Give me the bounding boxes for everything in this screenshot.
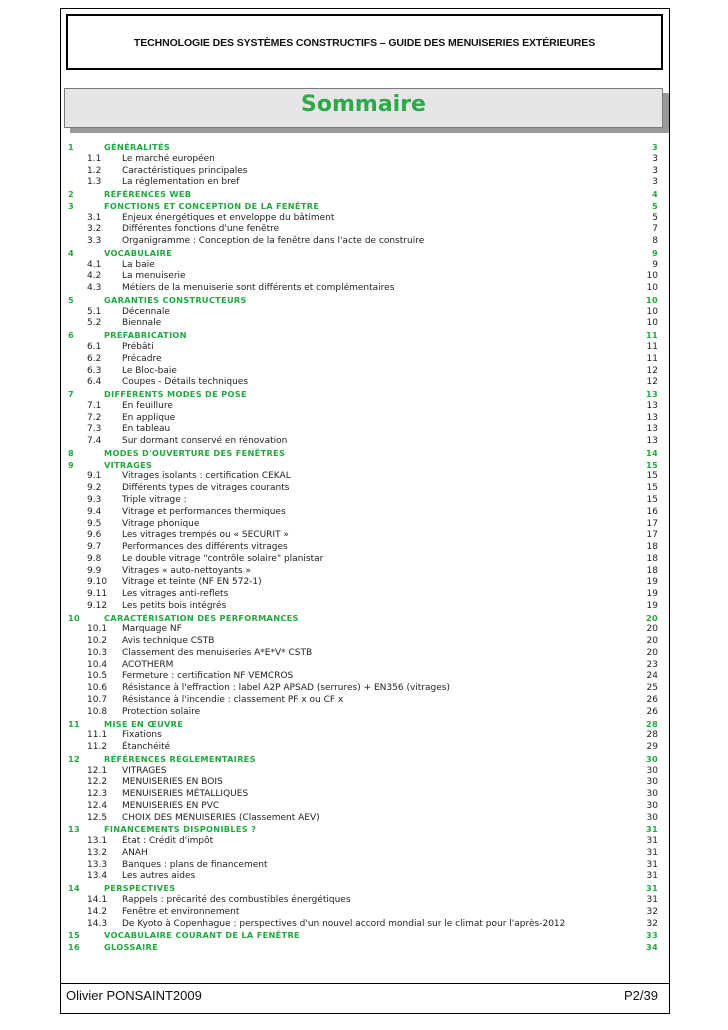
- toc-entry-number: 9.8: [87, 553, 102, 564]
- toc-entry-number: 9.3: [87, 494, 102, 505]
- toc-entry-title: VOCABULAIRE: [104, 247, 173, 258]
- toc-entry-number: 1.1: [87, 153, 102, 164]
- toc-entry-title: Enjeux énergétiques et enveloppe du bâtiment: [122, 212, 335, 223]
- toc-entry-number: 16: [68, 942, 80, 953]
- toc-entry-number: 11.1: [87, 730, 108, 741]
- toc-entry-number: 14.2: [87, 906, 108, 917]
- toc-entry-page: 24: [646, 671, 658, 682]
- toc-subsection[interactable]: [0, 260, 728, 272]
- toc-entry-number: 10.1: [87, 624, 108, 635]
- toc-entry-number: 12.4: [87, 800, 108, 811]
- toc-entry-title: Rappels : précarité des combustibles énergétiques: [122, 895, 351, 905]
- toc-subsection[interactable]: [0, 742, 728, 754]
- toc-entry-page: 33: [646, 930, 658, 941]
- toc-entry-page: 13: [646, 389, 658, 400]
- toc-entry-title: Décennale: [122, 306, 170, 317]
- toc-entry-number: 12: [68, 753, 80, 764]
- toc-entry-page: 15: [646, 494, 658, 505]
- toc-entry-number: 7: [68, 389, 74, 400]
- toc-entry-title: Banques : plans de financement: [122, 859, 268, 870]
- toc-subsection[interactable]: [0, 507, 728, 519]
- toc-subsection[interactable]: [0, 836, 728, 848]
- toc-entry-title: RÉFÉRENCES WEB: [104, 189, 192, 200]
- toc-entry-title: MENUISERIES MÉTALLIQUES: [122, 789, 249, 800]
- toc-entry-title: La réglementation en bref: [122, 177, 240, 188]
- toc-entry-number: 10.4: [87, 659, 108, 670]
- toc-subsection[interactable]: [0, 589, 728, 601]
- toc-subsection[interactable]: [0, 566, 728, 578]
- toc-entry-title: Étanchéité: [122, 742, 171, 753]
- toc-subsection[interactable]: [0, 624, 728, 636]
- toc-subsection[interactable]: [0, 377, 728, 389]
- toc-entry-number: 7.4: [87, 436, 102, 447]
- toc-entry-page: 5: [652, 212, 658, 223]
- toc-subsection[interactable]: [0, 471, 728, 483]
- toc-entry-page: 13: [646, 424, 658, 435]
- toc-entry-number: 1.2: [87, 165, 102, 176]
- toc-entry-title: VITRAGES: [122, 765, 167, 776]
- toc-entry-title: Marquage NF: [122, 624, 182, 635]
- toc-entry-number: 12.1: [87, 765, 108, 776]
- toc-entry-page: 20: [646, 647, 658, 658]
- toc-entry-page: 13: [646, 436, 658, 447]
- toc-entry-page: 23: [646, 659, 658, 670]
- toc-entry-number: 9.7: [87, 542, 102, 553]
- toc-subsection[interactable]: [0, 648, 728, 660]
- toc-entry-page: 26: [646, 706, 658, 717]
- toc-entry-page: 32: [646, 906, 658, 917]
- toc-entry-title: Vitrage et teinte (NF EN 572-1): [122, 577, 262, 588]
- toc-entry-title: Prébâti: [122, 342, 154, 353]
- toc-entry-number: 4: [68, 247, 74, 258]
- toc-entry-page: 30: [646, 753, 658, 764]
- toc-entry-number: 13.2: [87, 847, 108, 858]
- toc-entry-page: 3: [652, 177, 658, 188]
- toc-entry-page: 25: [646, 683, 658, 694]
- toc-entry-number: 10.5: [87, 671, 108, 682]
- toc-section[interactable]: [0, 460, 728, 472]
- toc-entry-page: 19: [646, 589, 658, 600]
- toc-entry-title: Protection solaire: [122, 706, 201, 717]
- toc-entry-title: Caractéristiques principales: [122, 165, 248, 176]
- toc-entry-title: Le marché européen: [122, 153, 215, 164]
- toc-entry-title: Triple vitrage :: [122, 494, 187, 505]
- toc-entry-page: 30: [646, 789, 658, 800]
- toc-entry-number: 13.3: [87, 859, 108, 870]
- toc-entry-number: 3: [68, 200, 74, 211]
- toc-entry-title: Les petits bois intégrés: [122, 600, 227, 611]
- toc-entry-number: 5: [68, 294, 74, 305]
- toc-entry-page: 11: [646, 353, 658, 364]
- toc-subsection[interactable]: [0, 342, 728, 354]
- toc-section[interactable]: [0, 613, 728, 625]
- toc-entry-title: Coupes - Détails techniques: [122, 377, 249, 388]
- table-of-contents: [0, 142, 728, 954]
- toc-entry-title: Vitrages isolants : certification CEKAL: [122, 471, 291, 482]
- toc-entry-page: 8: [652, 236, 658, 247]
- toc-entry-number: 11.2: [87, 742, 108, 753]
- toc-subsection[interactable]: [0, 271, 728, 283]
- toc-section[interactable]: [0, 330, 728, 342]
- toc-entry-page: 3: [652, 165, 658, 176]
- toc-subsection[interactable]: [0, 895, 728, 907]
- toc-subsection[interactable]: [0, 283, 728, 295]
- toc-entry-page: 17: [646, 518, 658, 529]
- toc-entry-title: En feuillure: [122, 400, 173, 411]
- toc-subsection[interactable]: [0, 307, 728, 319]
- toc-subsection[interactable]: [0, 495, 728, 507]
- toc-entry-number: 9.10: [87, 577, 108, 588]
- toc-subsection[interactable]: [0, 636, 728, 648]
- toc-entry-number: 3.1: [87, 212, 102, 223]
- toc-entry-title: Fenêtre et environnement: [122, 906, 240, 917]
- toc-entry-page: 30: [646, 765, 658, 776]
- toc-entry-number: 3.3: [87, 236, 102, 247]
- toc-entry-page: 20: [646, 612, 658, 623]
- toc-entry-page: 30: [646, 777, 658, 788]
- toc-entry-number: 1: [68, 142, 74, 152]
- toc-entry-title: Classement des menuiseries A*E*V* CSTB: [122, 647, 313, 658]
- toc-subsection[interactable]: [0, 707, 728, 719]
- toc-entry-page: 10: [646, 283, 658, 294]
- toc-entry-title: CHOIX DES MENUISERIES (Classement AEV): [122, 812, 320, 823]
- toc-section[interactable]: [0, 142, 728, 154]
- toc-entry-page: 7: [652, 224, 658, 235]
- toc-section[interactable]: [0, 883, 728, 895]
- toc-entry-page: 31: [646, 824, 658, 835]
- toc-section[interactable]: [0, 389, 728, 401]
- toc-subsection[interactable]: [0, 166, 728, 178]
- toc-entry-page: 20: [646, 624, 658, 635]
- toc-subsection[interactable]: [0, 424, 728, 436]
- toc-entry-title: Les vitrages anti-reflets: [122, 589, 229, 600]
- toc-entry-page: 9: [652, 247, 658, 258]
- toc-entry-number: 2: [68, 189, 74, 200]
- toc-entry-page: 32: [646, 918, 658, 929]
- toc-entry-page: 13: [646, 400, 658, 411]
- toc-entry-title: Sur dormant conservé en rénovation: [122, 436, 288, 447]
- toc-entry-title: Vitrage et performances thermiques: [122, 506, 286, 517]
- toc-entry-page: 31: [646, 836, 658, 847]
- toc-subsection[interactable]: [0, 789, 728, 801]
- toc-subsection[interactable]: [0, 813, 728, 825]
- toc-entry-page: 15: [646, 471, 658, 482]
- toc-entry-number: 11: [68, 718, 80, 729]
- toc-entry-number: 10.7: [87, 694, 108, 705]
- toc-subsection[interactable]: [0, 801, 728, 813]
- toc-entry-page: 26: [646, 694, 658, 705]
- toc-subsection[interactable]: [0, 671, 728, 683]
- toc-entry-title: La baie: [122, 259, 155, 270]
- toc-entry-page: 3: [652, 153, 658, 164]
- toc-entry-title: RÉFÉRENCES RÉGLEMENTAIRES: [104, 753, 256, 764]
- toc-entry-title: VOCABULAIRE COURANT DE LA FENÊTRE: [104, 930, 300, 941]
- toc-entry-number: 13.4: [87, 871, 108, 882]
- toc-entry-number: 5.2: [87, 318, 102, 329]
- toc-entry-number: 8: [68, 447, 74, 458]
- toc-entry-page: 19: [646, 600, 658, 611]
- sommaire-title: Sommaire: [301, 92, 426, 117]
- toc-subsection[interactable]: [0, 542, 728, 554]
- toc-entry-page: 15: [646, 459, 658, 470]
- toc-entry-number: 10.2: [87, 636, 108, 647]
- toc-entry-page: 30: [646, 812, 658, 823]
- toc-subsection[interactable]: [0, 236, 728, 248]
- toc-entry-page: 28: [646, 730, 658, 741]
- toc-section[interactable]: [0, 201, 728, 213]
- toc-entry-page: 31: [646, 871, 658, 882]
- toc-entry-page: 9: [652, 259, 658, 270]
- toc-entry-title: En applique: [122, 412, 176, 423]
- toc-entry-page: 17: [646, 530, 658, 541]
- toc-subsection[interactable]: [0, 848, 728, 860]
- toc-entry-page: 10: [646, 318, 658, 329]
- toc-section[interactable]: [0, 824, 728, 836]
- toc-entry-number: 13: [68, 824, 80, 835]
- toc-entry-title: Les autres aides: [122, 871, 196, 882]
- toc-entry-page: 10: [646, 271, 658, 282]
- toc-entry-number: 12.5: [87, 812, 108, 823]
- toc-entry-page: 12: [646, 365, 658, 376]
- toc-entry-page: 5: [652, 200, 658, 211]
- toc-entry-number: 10.8: [87, 706, 108, 717]
- toc-section[interactable]: [0, 448, 728, 460]
- toc-entry-title: GARANTIES CONSTRUCTEURS: [104, 294, 247, 305]
- toc-entry-title: État : Crédit d'impôt: [122, 836, 214, 847]
- toc-entry-number: 9.12: [87, 600, 108, 611]
- toc-subsection[interactable]: [0, 860, 728, 872]
- toc-entry-page: 12: [646, 377, 658, 388]
- toc-entry-number: 7.1: [87, 400, 102, 411]
- toc-entry-title: GÉNÉRALITÉS: [104, 142, 171, 152]
- toc-subsection[interactable]: [0, 871, 728, 883]
- toc-subsection[interactable]: [0, 213, 728, 225]
- toc-entry-number: 9.11: [87, 589, 108, 600]
- toc-entry-number: 14.1: [87, 895, 108, 905]
- toc-entry-title: MODES D'OUVERTURE DES FENÊTRES: [104, 447, 286, 458]
- toc-subsection[interactable]: [0, 354, 728, 366]
- toc-entry-number: 9.6: [87, 530, 102, 541]
- toc-entry-page: 15: [646, 483, 658, 494]
- toc-entry-page: 10: [646, 306, 658, 317]
- toc-entry-title: Vitrage phonique: [122, 518, 200, 529]
- toc-entry-title: Fixations: [122, 730, 162, 741]
- footer-divider: [60, 983, 670, 984]
- toc-subsection[interactable]: [0, 224, 728, 236]
- toc-entry-page: 28: [646, 718, 658, 729]
- toc-entry-number: 4.3: [87, 283, 102, 294]
- toc-entry-title: En tableau: [122, 424, 171, 435]
- toc-entry-number: 7.3: [87, 424, 102, 435]
- toc-entry-title: FONCTIONS ET CONCEPTION DE LA FENÊTRE: [104, 200, 320, 211]
- toc-entry-page: 19: [646, 577, 658, 588]
- toc-entry-number: 4.2: [87, 271, 102, 282]
- toc-entry-title: De Kyoto à Copenhague : perspectives d'un nouvel accord mondial sur le climat pour l'après-2012: [122, 918, 566, 929]
- toc-entry-title: PRÉFABRICATION: [104, 330, 187, 341]
- toc-entry-title: Métiers de la menuiserie sont différents et complémentaires: [122, 283, 395, 294]
- toc-entry-title: Différents types de vitrages courants: [122, 483, 290, 494]
- toc-subsection[interactable]: [0, 413, 728, 425]
- toc-entry-number: 3.2: [87, 224, 102, 235]
- toc-entry-number: 5.1: [87, 306, 102, 317]
- toc-entry-title: VITRAGES: [104, 459, 153, 470]
- toc-entry-title: MISE EN ŒUVRE: [104, 718, 184, 729]
- toc-entry-number: 9.5: [87, 518, 102, 529]
- toc-entry-number: 6.1: [87, 342, 102, 353]
- toc-entry-title: Organigramme : Conception de la fenêtre dans l'acte de construire: [122, 236, 425, 247]
- footer-author: Olivier PONSAINT2009: [66, 988, 202, 1003]
- toc-entry-title: Avis technique CSTB: [122, 636, 215, 647]
- toc-entry-number: 9.4: [87, 506, 102, 517]
- toc-subsection[interactable]: [0, 766, 728, 778]
- toc-subsection[interactable]: [0, 366, 728, 378]
- toc-section[interactable]: [0, 719, 728, 731]
- toc-entry-page: 31: [646, 895, 658, 905]
- toc-subsection[interactable]: [0, 554, 728, 566]
- toc-entry-title: MENUISERIES EN PVC: [122, 800, 220, 811]
- toc-entry-number: 6: [68, 330, 74, 341]
- toc-subsection[interactable]: [0, 907, 728, 919]
- toc-subsection[interactable]: [0, 436, 728, 448]
- toc-entry-title: PERSPECTIVES: [104, 883, 176, 894]
- toc-entry-page: 13: [646, 412, 658, 423]
- toc-subsection[interactable]: [0, 683, 728, 695]
- toc-subsection[interactable]: [0, 777, 728, 789]
- toc-entry-title: CARACTÉRISATION DES PERFORMANCES: [104, 612, 299, 623]
- toc-entry-number: 6.2: [87, 353, 102, 364]
- toc-subsection[interactable]: [0, 483, 728, 495]
- toc-entry-number: 9.9: [87, 565, 102, 576]
- toc-entry-title: Précadre: [122, 353, 162, 364]
- toc-section[interactable]: [0, 930, 728, 942]
- toc-entry-page: 29: [646, 742, 658, 753]
- toc-entry-number: 6.4: [87, 377, 102, 388]
- toc-subsection[interactable]: [0, 530, 728, 542]
- toc-subsection[interactable]: [0, 730, 728, 742]
- toc-entry-title: La menuiserie: [122, 271, 186, 282]
- toc-subsection[interactable]: [0, 519, 728, 531]
- toc-entry-number: 10: [68, 612, 80, 623]
- toc-entry-title: ACOTHERM: [122, 659, 174, 670]
- toc-entry-title: Les vitrages trempés ou « SECURIT »: [122, 530, 289, 541]
- toc-entry-page: 30: [646, 800, 658, 811]
- toc-entry-title: Le Bloc-baie: [122, 365, 177, 376]
- toc-entry-number: 12.3: [87, 789, 108, 800]
- toc-section[interactable]: [0, 295, 728, 307]
- toc-entry-page: 31: [646, 859, 658, 870]
- toc-entry-title: Différentes fonctions d'une fenêtre: [122, 224, 280, 235]
- toc-entry-title: FINANCEMENTS DISPONIBLES ?: [104, 824, 257, 835]
- document-header-title: TECHNOLOGIE DES SYSTÈMES CONSTRUCTIFS – GUIDE DES MENUISERIES EXTÉRIEURES: [133, 37, 596, 49]
- toc-entry-number: 9.1: [87, 471, 102, 482]
- toc-entry-number: 10.3: [87, 647, 108, 658]
- toc-subsection[interactable]: [0, 577, 728, 589]
- toc-entry-page: 20: [646, 636, 658, 647]
- toc-subsection[interactable]: [0, 177, 728, 189]
- toc-entry-number: 9: [68, 459, 74, 470]
- toc-entry-title: MENUISERIES EN BOIS: [122, 777, 223, 788]
- toc-entry-number: 1.3: [87, 177, 102, 188]
- toc-entry-title: Résistance à l'incendie : classement PF x ou CF x: [122, 694, 344, 705]
- toc-entry-number: 14: [68, 883, 80, 894]
- toc-entry-page: 18: [646, 542, 658, 553]
- toc-entry-page: 11: [646, 330, 658, 341]
- toc-entry-page: 34: [646, 942, 658, 953]
- toc-entry-number: 14.3: [87, 918, 108, 929]
- toc-entry-number: 13.1: [87, 836, 108, 847]
- toc-entry-number: 7.2: [87, 412, 102, 423]
- toc-subsection[interactable]: [0, 660, 728, 672]
- toc-entry-number: 6.3: [87, 365, 102, 376]
- toc-entry-page: 10: [646, 294, 658, 305]
- toc-entry-title: Fermeture : certification NF VEMCROS: [122, 671, 294, 682]
- toc-section[interactable]: [0, 189, 728, 201]
- toc-entry-title: Performances des différents vitrages: [122, 542, 288, 553]
- toc-entry-page: 4: [652, 189, 658, 200]
- toc-subsection[interactable]: [0, 919, 728, 931]
- toc-subsection[interactable]: [0, 601, 728, 613]
- toc-entry-page: 3: [652, 142, 658, 152]
- toc-section[interactable]: [0, 942, 728, 954]
- toc-entry-page: 18: [646, 565, 658, 576]
- toc-entry-number: 15: [68, 930, 80, 941]
- toc-entry-page: 16: [646, 506, 658, 517]
- toc-subsection[interactable]: [0, 695, 728, 707]
- toc-subsection[interactable]: [0, 401, 728, 413]
- toc-section[interactable]: [0, 754, 728, 766]
- toc-entry-title: GLOSSAIRE: [104, 942, 159, 953]
- footer-page-number: P2/39: [624, 988, 658, 1003]
- toc-subsection[interactable]: [0, 154, 728, 166]
- toc-entry-title: Vitrages « auto-nettoyants »: [122, 565, 251, 576]
- toc-entry-title: DIFFÉRENTS MODES DE POSE: [104, 389, 247, 400]
- toc-entry-number: 9.2: [87, 483, 102, 494]
- toc-entry-number: 12.2: [87, 777, 108, 788]
- toc-entry-page: 18: [646, 553, 658, 564]
- toc-subsection[interactable]: [0, 318, 728, 330]
- toc-entry-page: 31: [646, 883, 658, 894]
- toc-entry-page: 11: [646, 342, 658, 353]
- toc-entry-title: Biennale: [122, 318, 162, 329]
- toc-entry-page: 31: [646, 847, 658, 858]
- toc-entry-title: ANAH: [122, 847, 148, 858]
- toc-entry-title: Résistance à l'effraction : label A2P APSAD (serrures) + EN356 (vitrages): [122, 683, 450, 694]
- toc-entry-number: 10.6: [87, 683, 108, 694]
- toc-entry-page: 14: [646, 447, 658, 458]
- toc-entry-number: 4.1: [87, 259, 102, 270]
- toc-entry-title: Le double vitrage "contrôle solaire" planistar: [122, 553, 324, 564]
- toc-section[interactable]: [0, 248, 728, 260]
